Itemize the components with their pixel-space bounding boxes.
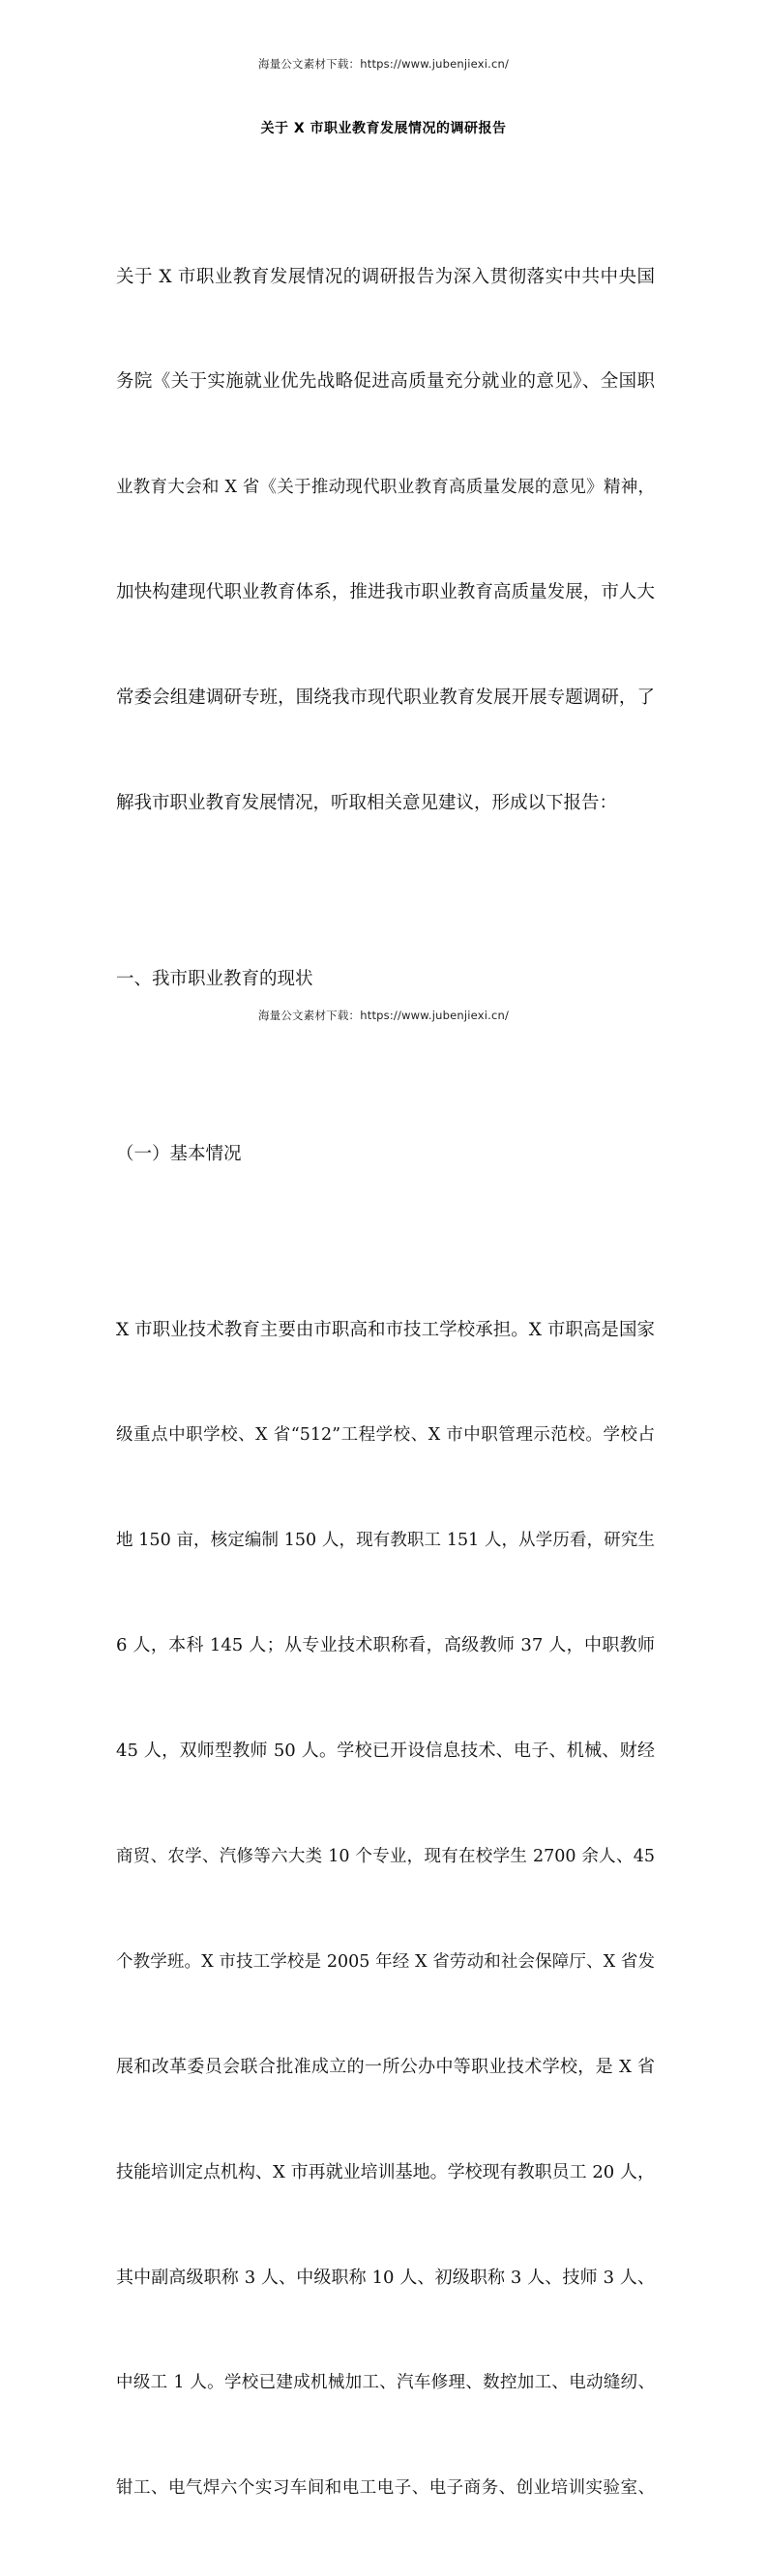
text-line: 地 150 亩，核定编制 150 人，现有教职工 151 人，从学历看，研究生 bbox=[116, 1531, 655, 1551]
text-line: 个教学班。X 市技工学校是 2005 年经 X 省劳动和社会保障厅、X 省发 bbox=[116, 1951, 655, 1972]
text-line: 中级工 1 人。学校已建成机械加工、汽车修理、数控加工、电动缝纫、 bbox=[116, 2373, 655, 2393]
document-title: 关于 X 市职业教育发展情况的调研报告 bbox=[260, 121, 507, 136]
text-line: 钳工、电气焊六个实习车间和电工电子、电子商务、创业培训实验室、 bbox=[116, 2478, 655, 2499]
text-line: 技能培训定点机构、X 市再就业培训基地。学校现有教职员工 20 人， bbox=[116, 2161, 655, 2182]
page-header: 海量公文素材下载：https://www.jubenjiexi.cn/ bbox=[257, 57, 510, 71]
page-footer: 海量公文素材下载：https://www.jubenjiexi.cn/ bbox=[257, 1009, 510, 1022]
intro-paragraph bbox=[116, 190, 655, 892]
body-paragraph bbox=[116, 1243, 655, 2576]
text-line: 业教育大会和 X 省《关于推动现代职业教育高质量发展的意见》精神， bbox=[116, 478, 655, 498]
subsection-heading bbox=[116, 1067, 655, 1242]
text-line: 级重点中职学校、X 省“512”工程学校、X 市中职管理示范校。学校占 bbox=[116, 1425, 655, 1446]
text-line: 6 人，本科 145 人；从专业技术职称看，高级教师 37 人，中职教师 bbox=[116, 1635, 655, 1656]
text-line: 其中副高级职称 3 人、中级职称 10 人、初级职称 3 人、技师 3 人、 bbox=[116, 2267, 655, 2288]
text-line: 展和改革委员会联合批准成立的一所公办中等职业技术学校，是 X 省 bbox=[116, 2056, 655, 2077]
text-line: X 市职业技术教育主要由市职高和市技工学校承担。X 市职高是国家 bbox=[116, 1319, 655, 1340]
text-line: 加快构建现代职业教育体系，推进我市职业教育高质量发展，市人大 bbox=[116, 582, 655, 603]
text-line: 商贸、农学、汽修等六大类 10 个专业，现有在校学生 2700 余人、45 bbox=[116, 1846, 655, 1866]
text-line: 解我市职业教育发展情况，听取相关意见建议，形成以下报告： bbox=[116, 793, 618, 814]
heading-line: 一、我市职业教育的现状 bbox=[116, 968, 313, 989]
document-body bbox=[116, 190, 655, 2576]
section-heading bbox=[116, 892, 655, 1067]
text-line: 常委会组建调研专班，围绕我市现代职业教育发展开展专题调研，了 bbox=[116, 688, 655, 709]
text-line: 关于 X 市职业教育发展情况的调研报告为深入贯彻落实中共中央国 bbox=[116, 266, 655, 287]
heading-line: （一）基本情况 bbox=[116, 1144, 242, 1165]
text-line: 45 人，双师型教师 50 人。学校已开设信息技术、电子、机械、财经 bbox=[116, 1741, 655, 1762]
text-line: 务院《关于实施就业优先战略促进高质量充分就业的意见》、全国职 bbox=[116, 371, 655, 393]
